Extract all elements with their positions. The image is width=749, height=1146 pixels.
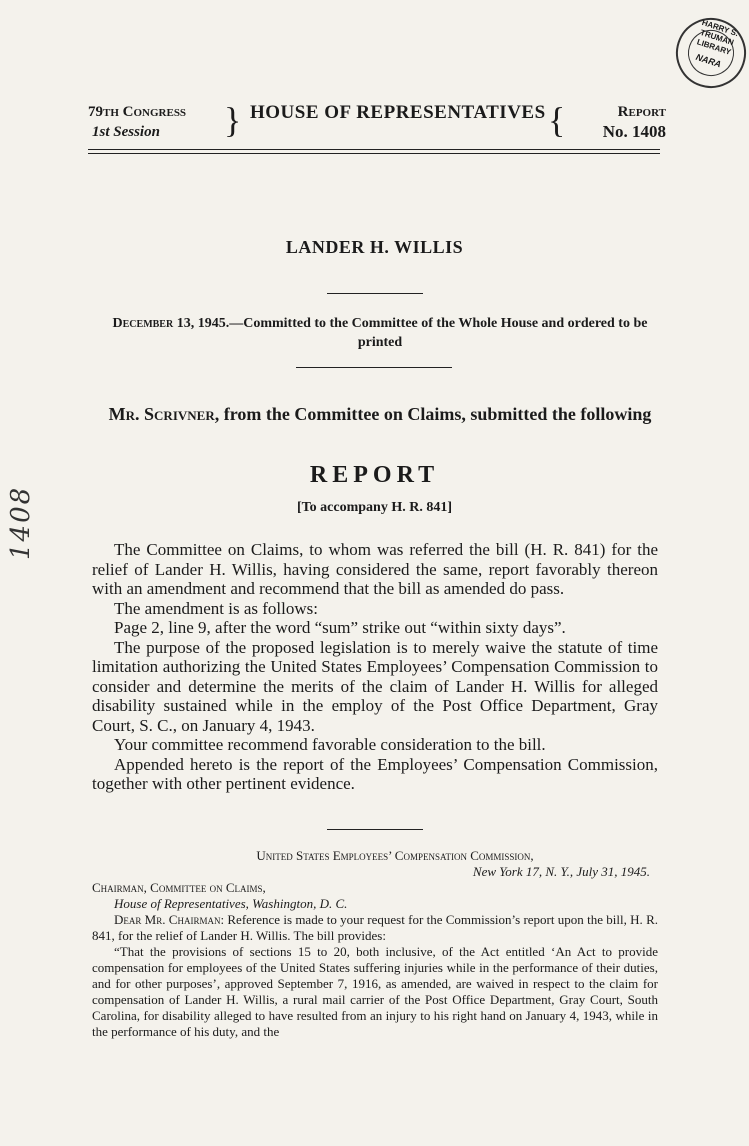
- congress-label: 79th Congress: [88, 104, 187, 120]
- commission-letter: [92, 848, 658, 1040]
- dateline-text: —Committed to the Committee of the Whole House and ordered to be printed: [229, 316, 648, 350]
- body-paragraph: The Committee on Claims, to whom was referred the bill (H. R. 841) for the relief of Lander H. Willis, having considered the same, report favorably thereon with an amendment and recommend that the bill as amended do pass.: [92, 540, 658, 598]
- dateline-date: December 13, 1945.: [112, 316, 230, 331]
- section-rule: [327, 829, 423, 830]
- document-header: [88, 100, 666, 142]
- congress-block: [88, 102, 186, 142]
- report-body: [92, 540, 658, 794]
- submitter-name: Mr. Scrivner: [108, 404, 215, 424]
- letter-addressee: Chairman, Committee on Claims,: [92, 880, 266, 895]
- letter-opening-text: Reference is made to your request for the Commission’s report upon the bill, H. R. 841, for the relief of Lander H. Willis. The bill provides:: [92, 912, 659, 943]
- body-paragraph: The amendment is as follows:: [114, 598, 318, 618]
- dateline: [92, 314, 668, 352]
- body-paragraph: Page 2, line 9, after the word “sum” strike out “within sixty days”.: [114, 618, 566, 637]
- session-label: 1st Session: [92, 124, 160, 140]
- handwritten-margin-number: 1408: [6, 485, 36, 560]
- submission-text: , from the Committee on Claims, submitted the following: [214, 404, 652, 424]
- body-paragraph: The purpose of the proposed legislation is to merely waive the statute of time limitation authorizing the United States Employees’ Compensation Commission to consider and determine the merits of the claim of Lander H. Willis for alleged disability sustained while in the employ of the Post Office Department, Gray Court, S. C., on January 4, 1943.: [92, 637, 658, 735]
- report-number-block: [572, 102, 666, 142]
- letter-agency: United States Employees’ Compensation Commission,: [256, 848, 534, 863]
- report-heading: REPORT: [309, 462, 440, 488]
- stamp-center-text: NARA: [694, 51, 723, 70]
- submission-line: [92, 402, 668, 426]
- accompany-line: [To accompany H. R. 841]: [296, 500, 453, 515]
- bill-title: LANDER H. WILLIS: [285, 237, 464, 257]
- body-paragraph: Your committee recommend favorable consideration to the bill.: [114, 735, 546, 754]
- letter-opening: [92, 912, 658, 944]
- stamp-ring-text: HARRY S. TRUMAN LIBRARY: [695, 17, 740, 57]
- body-paragraph: Appended hereto is the report of the Employees’ Compensation Commission, together with other pertinent evidence.: [92, 754, 658, 793]
- letter-salutation: Dear Mr. Chairman:: [114, 912, 225, 927]
- letter-place-date: New York 17, N. Y., July 31, 1945.: [472, 864, 650, 879]
- report-number: No. 1408: [602, 122, 666, 141]
- letter-quote: “That the provisions of sections 15 to 20, both inclusive, of the Act entitled ‘An Act to provide compensation for employees of the United States suffering injuries while in the performance of their duties, and for other purposes’, approved September 7, 1916, as amended, are waived in respect to the claim for compensation of Lander H. Willis, a rural mail carrier of the Post Office Department, Gray Court, South Carolina, for disability alleged to have resulted from an injury to his right hand on January 4, 1943, while in the performance of his duty, and the: [92, 944, 658, 1039]
- header-rule-thin: [88, 153, 660, 154]
- header-rule: [88, 149, 660, 150]
- right-brace: {: [548, 100, 566, 140]
- report-label: Report: [617, 104, 666, 120]
- left-brace: }: [224, 100, 242, 140]
- title-rule: [327, 293, 423, 294]
- chamber-title: HOUSE OF REPRESENTATIVES: [250, 102, 546, 123]
- letter-house: House of Representatives, Washington, D. C.: [114, 896, 348, 911]
- dateline-rule: [296, 367, 452, 368]
- archive-stamp: [667, 9, 749, 97]
